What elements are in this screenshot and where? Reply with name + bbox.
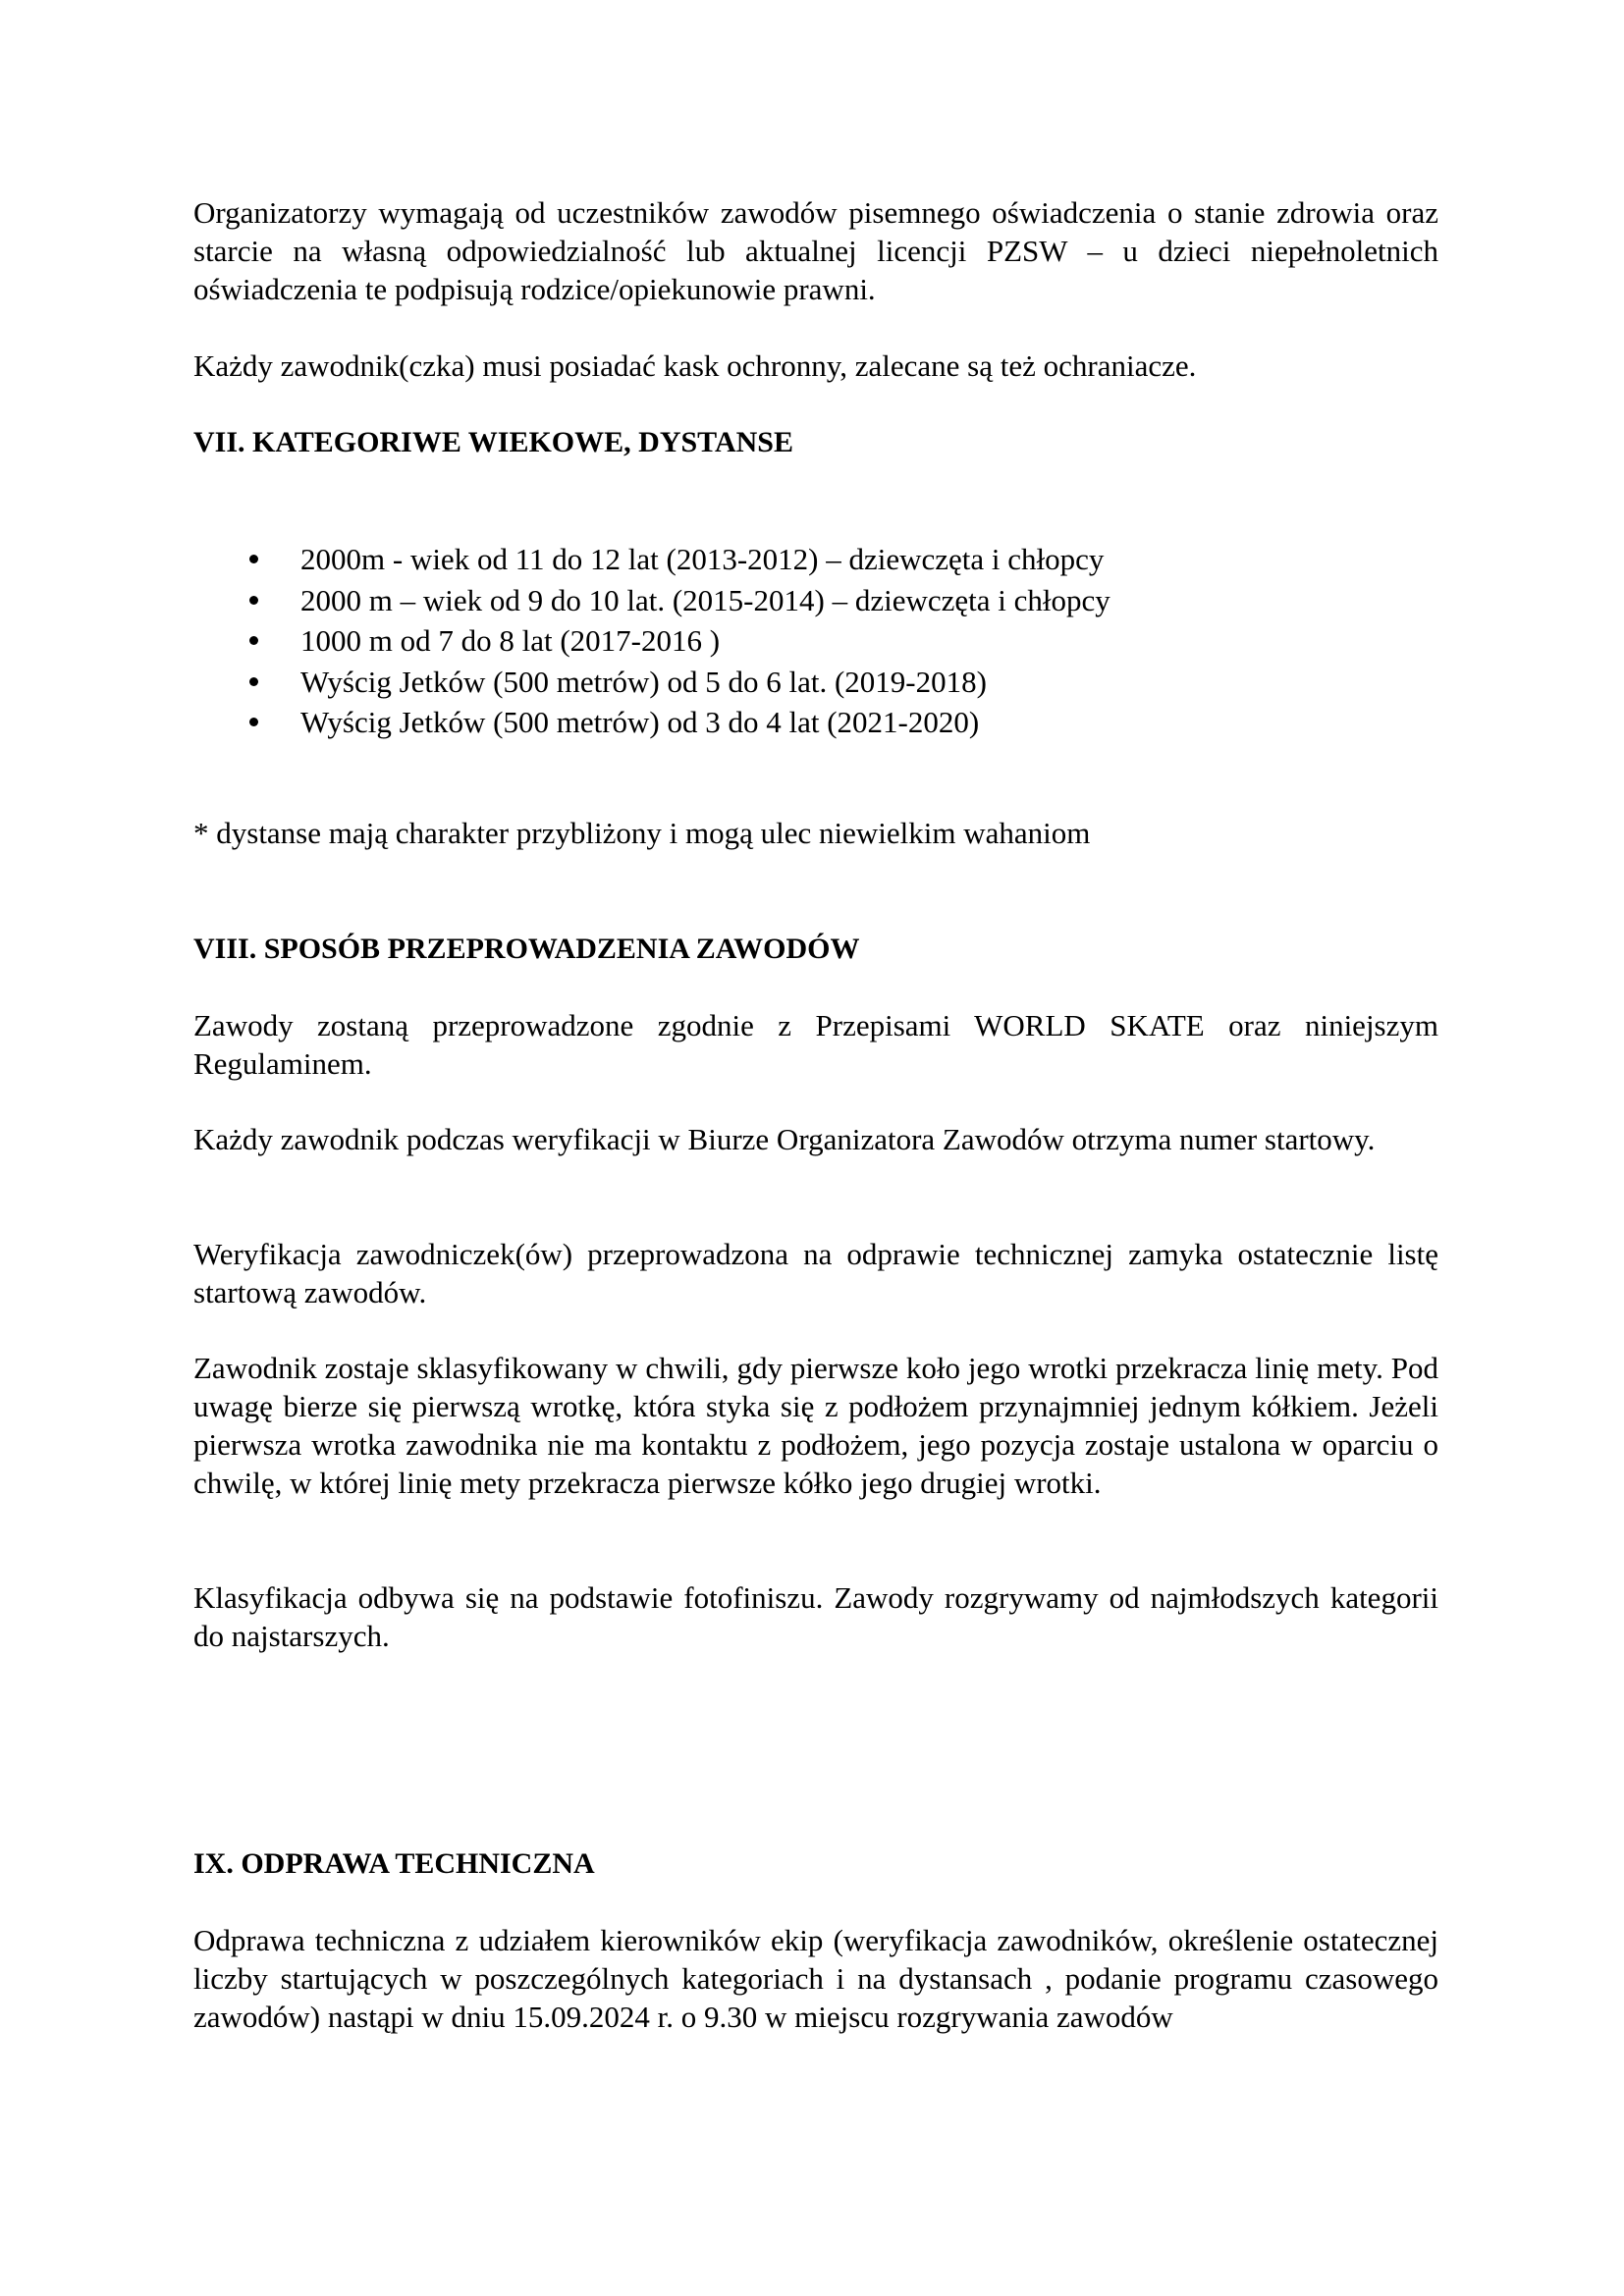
bullet-icon [249, 677, 258, 686]
distance-note: * dystanse mają charakter przybliżony i mogą ulec niewielkim wahaniom [193, 816, 1091, 850]
bullet-icon [249, 718, 258, 726]
section-9-heading: IX. ODPRAWA TECHNICZNA [193, 1847, 595, 1880]
list-item [245, 702, 1424, 743]
section-9-paragraph: Odprawa techniczna z udziałem kierowników ekip (weryfikacja zawodników, określenie ostatecznej liczby startujących w poszczególnych kategoriach i na dystansach , podanie programu czasowego zawodów) nastąpi w dniu 15.09.2024 r. o 9.30 w miejscu rozgrywania zawodów [193, 1923, 1438, 2034]
section-8-paragraph: Weryfikacja zawodniczek(ów) przeprowadzona na odprawie technicznej zamyka ostatecznie listę startową zawodów. [193, 1237, 1438, 1309]
intro-paragraph-helmet: Każdy zawodnik(czka) musi posiadać kask ochronny, zalecane są też ochraniacze. [193, 348, 1197, 383]
list-item-text: Wyścig Jetków (500 metrów) od 3 do 4 lat (2021-2020) [300, 705, 980, 739]
list-item-text: 1000 m od 7 do 8 lat (2017-2016 ) [300, 623, 721, 658]
section-8-paragraph: Zawodnik zostaje sklasyfikowany w chwili, gdy pierwsze koło jego wrotki przekracza linię mety. Pod uwagę bierze się pierwszą wrotkę, która styka się z podłożem przynajmniej jednym kółkiem. Jeżeli pierwsza wrotka zawodnika nie ma kontaktu z podłożem, jego pozycja zostaje ustalona w oparciu o chwilę, w której linię mety przekracza pierwsze kółko jego drugiej wrotki. [193, 1351, 1438, 1500]
section-7-heading: VII. KATEGORIWE WIEKOWE, DYSTANSE [193, 426, 793, 458]
list-item-text: 2000 m – wiek od 9 do 10 lat. (2015-2014) – dziewczęta i chłopcy [300, 582, 1110, 617]
intro-paragraph-health-declaration: Organizatorzy wymagają od uczestników zawodów pisemnego oświadczenia o stanie zdrowia oraz starcie na własną odpowiedzialność lub aktualnej licencji PZSW – u dzieci niepełnoletnich oświadczenia te podpisują rodzice/opiekunowie prawni. [193, 195, 1438, 306]
section-8-paragraph: Zawody zostaną przeprowadzone zgodnie z Przepisami WORLD SKATE oraz niniejszym Regulaminem. [193, 1008, 1438, 1081]
list-item [245, 539, 1424, 580]
section-8-paragraph: Każdy zawodnik podczas weryfikacji w Biurze Organizatora Zawodów otrzyma numer startowy. [193, 1122, 1376, 1156]
list-item [245, 662, 1424, 703]
list-item-text: Wyścig Jetków (500 metrów) od 5 do 6 lat. (2019-2018) [300, 664, 987, 699]
section-8-heading: VIII. SPOSÓB PRZEPROWADZENIA ZAWODÓW [193, 933, 860, 965]
bullet-icon [249, 596, 258, 605]
bullet-icon [249, 636, 258, 645]
section-8-paragraph: Klasyfikacja odbywa się na podstawie fotofiniszu. Zawody rozgrywamy od najmłodszych kategorii do najstarszych. [193, 1580, 1438, 1653]
bullet-icon [249, 555, 258, 563]
age-category-list [245, 539, 1424, 743]
list-item [245, 580, 1424, 621]
list-item [245, 620, 1424, 662]
list-item-text: 2000m - wiek od 11 do 12 lat (2013-2012) – dziewczęta i chłopcy [300, 542, 1105, 576]
